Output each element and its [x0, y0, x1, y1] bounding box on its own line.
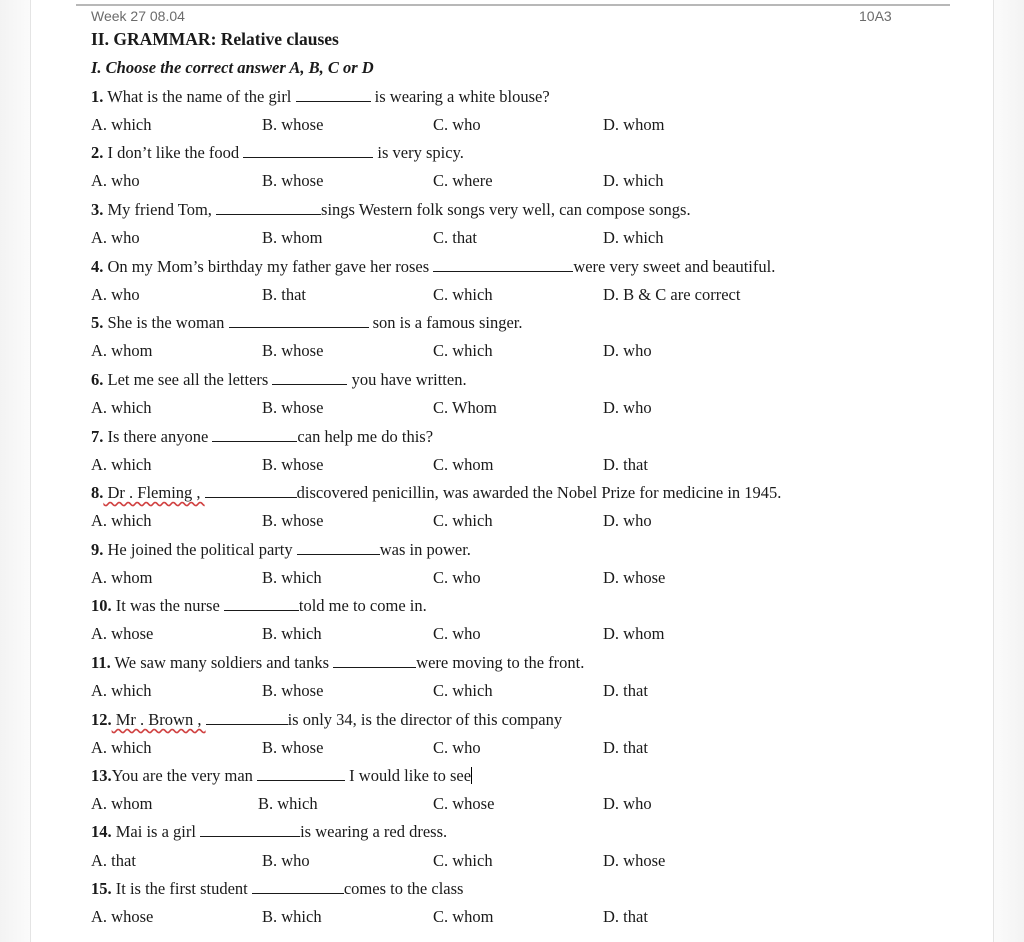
option-d[interactable]: D. who [603, 794, 652, 813]
question-text: On my Mom’s birthday my father gave her roses [103, 257, 434, 276]
option-d[interactable]: D. which [603, 228, 664, 247]
option-d[interactable]: D. that [603, 907, 648, 926]
answer-blank[interactable] [243, 144, 373, 158]
question-number: 5. [91, 313, 104, 332]
option-b[interactable]: B. whose [262, 455, 324, 474]
question-text: It was the nurse [111, 596, 224, 615]
option-c[interactable]: C. whom [433, 455, 494, 474]
section-title: II. GRAMMAR: Relative clauses [91, 29, 339, 49]
option-b[interactable]: B. which [262, 907, 322, 926]
question-text: is only 34, is the director of this company [287, 710, 563, 729]
question-number: 6. [91, 370, 104, 389]
question-text: discovered penicillin, was awarded the Nobel Prize for medicine in 1945. [296, 483, 782, 502]
answer-blank[interactable] [229, 314, 369, 328]
answer-blank[interactable] [216, 201, 321, 215]
question-number: 3. [91, 200, 104, 219]
question-number: 14. [91, 822, 112, 841]
question-text: Mai is a girl [111, 822, 201, 841]
question-text: He joined the political party [103, 540, 297, 559]
option-b[interactable]: B. whose [262, 738, 324, 757]
option-b[interactable]: B. which [262, 624, 322, 643]
question-2 [91, 143, 464, 163]
option-c[interactable]: C. whom [433, 907, 494, 926]
question-text: is wearing a red dress. [300, 822, 448, 841]
option-c[interactable]: C. who [433, 624, 481, 643]
answer-blank[interactable] [296, 88, 371, 102]
answer-blank[interactable] [224, 597, 299, 611]
question-number: 9. [91, 540, 104, 559]
question-15 [91, 879, 463, 899]
option-d[interactable]: D. B & C are correct [603, 285, 741, 304]
question-text: She is the woman [103, 313, 229, 332]
header-week: Week 27 08.04 [91, 8, 185, 24]
question-text: is very spicy. [373, 143, 464, 162]
option-c[interactable]: C. who [433, 738, 481, 757]
question-text: were moving to the front. [416, 653, 585, 672]
option-a[interactable]: A. whose [91, 624, 154, 643]
option-b[interactable]: B. whose [262, 511, 324, 530]
answer-blank[interactable] [205, 484, 297, 498]
answer-blank[interactable] [297, 541, 380, 555]
page-right-margin [993, 0, 1024, 942]
option-a[interactable]: A. which [91, 455, 152, 474]
option-b[interactable]: B. who [262, 851, 310, 870]
option-c[interactable]: C. that [433, 228, 477, 247]
question-9 [91, 540, 471, 560]
question-text: My friend Tom, [103, 200, 217, 219]
question-text: Let me see all the letters [103, 370, 273, 389]
option-a[interactable]: A. who [91, 228, 140, 247]
question-12 [91, 710, 562, 730]
option-d[interactable]: D. whose [603, 851, 666, 870]
question-text: You are the very man [111, 766, 258, 785]
option-c[interactable]: C. which [433, 285, 493, 304]
question-text: you have written. [347, 370, 467, 389]
question-13 [91, 766, 472, 786]
option-b[interactable]: B. whose [262, 171, 324, 190]
option-a[interactable]: A. who [91, 171, 140, 190]
option-b[interactable]: B. which [262, 568, 322, 587]
option-b[interactable]: B. whose [262, 115, 324, 134]
question-10 [91, 596, 427, 616]
question-number: 8. [91, 483, 104, 502]
question-text: can help me do this? [297, 427, 434, 446]
question-6 [91, 370, 467, 390]
page-left-margin [0, 0, 31, 942]
question-14 [91, 822, 447, 842]
question-text: Mr . Brown , [111, 710, 206, 729]
option-d[interactable]: D. that [603, 738, 648, 757]
option-c[interactable]: C. where [433, 171, 493, 190]
option-c[interactable]: C. whose [433, 794, 495, 813]
question-text: Is there anyone [103, 427, 213, 446]
answer-blank[interactable] [433, 258, 573, 272]
question-number: 1. [91, 87, 104, 106]
question-number: 7. [91, 427, 104, 446]
answer-blank[interactable] [333, 654, 416, 668]
option-d[interactable]: D. that [603, 681, 648, 700]
option-d[interactable]: D. that [603, 455, 648, 474]
question-3 [91, 200, 691, 220]
answer-blank[interactable] [272, 371, 347, 385]
question-5 [91, 313, 523, 333]
question-number: 11. [91, 653, 111, 672]
question-11 [91, 653, 584, 673]
option-b[interactable]: B. whom [262, 228, 323, 247]
option-d[interactable]: D. whom [603, 624, 665, 643]
option-a[interactable]: A. whom [91, 568, 153, 587]
option-a[interactable]: A. which [91, 115, 152, 134]
option-d[interactable]: D. which [603, 171, 664, 190]
question-number: 13. [91, 766, 112, 785]
option-d[interactable]: D. who [603, 398, 652, 417]
option-c[interactable]: C. Whom [433, 398, 497, 417]
option-a[interactable]: A. which [91, 738, 152, 757]
option-b[interactable]: B. whose [262, 398, 324, 417]
answer-blank[interactable] [200, 823, 300, 837]
option-a[interactable]: A. that [91, 851, 136, 870]
question-text: Dr . Fleming , [103, 483, 205, 502]
option-c[interactable]: C. which [433, 511, 493, 530]
question-text: We saw many soldiers and tanks [110, 653, 334, 672]
option-c[interactable]: C. which [433, 681, 493, 700]
question-8 [91, 483, 781, 503]
option-a[interactable]: A. who [91, 285, 140, 304]
question-text: sings Western folk songs very well, can compose songs. [321, 200, 691, 219]
option-d[interactable]: D. whose [603, 568, 666, 587]
question-text: comes to the class [343, 879, 464, 898]
answer-blank[interactable] [212, 428, 297, 442]
option-d[interactable]: D. whom [603, 115, 665, 134]
option-a[interactable]: A. whom [91, 794, 153, 813]
answer-blank[interactable] [257, 767, 345, 781]
question-text: I don’t like the food [103, 143, 244, 162]
option-d[interactable]: D. who [603, 511, 652, 530]
option-b[interactable]: B. whose [262, 341, 324, 360]
question-7 [91, 427, 433, 447]
question-text: I would like to see [345, 766, 472, 785]
instruction: I. Choose the correct answer A, B, C or D [91, 58, 374, 77]
question-1 [91, 87, 550, 107]
answer-blank[interactable] [206, 711, 288, 725]
question-number: 4. [91, 257, 104, 276]
option-a[interactable]: A. which [91, 398, 152, 417]
option-c[interactable]: C. who [433, 115, 481, 134]
answer-blank[interactable] [252, 880, 344, 894]
option-a[interactable]: A. which [91, 681, 152, 700]
option-a[interactable]: A. whom [91, 341, 153, 360]
question-number: 2. [91, 143, 104, 162]
option-c[interactable]: C. which [433, 851, 493, 870]
option-a[interactable]: A. whose [91, 907, 154, 926]
option-c[interactable]: C. who [433, 568, 481, 587]
question-text: were very sweet and beautiful. [573, 257, 776, 276]
option-d[interactable]: D. who [603, 341, 652, 360]
question-4 [91, 257, 775, 277]
option-b[interactable]: B. whose [262, 681, 324, 700]
text-cursor [471, 767, 472, 784]
header-rule [76, 4, 950, 6]
question-text: What is the name of the girl [103, 87, 296, 106]
question-number: 15. [91, 879, 112, 898]
option-a[interactable]: A. which [91, 511, 152, 530]
option-b[interactable]: B. which [258, 794, 318, 813]
question-text: is wearing a white blouse? [370, 87, 550, 106]
option-c[interactable]: C. which [433, 341, 493, 360]
question-text: was in power. [379, 540, 471, 559]
question-number: 12. [91, 710, 112, 729]
question-text: son is a famous singer. [368, 313, 523, 332]
question-text: told me to come in. [298, 596, 427, 615]
header-class: 10A3 [859, 8, 892, 24]
option-b[interactable]: B. that [262, 285, 306, 304]
question-text: It is the first student [111, 879, 252, 898]
question-number: 10. [91, 596, 112, 615]
